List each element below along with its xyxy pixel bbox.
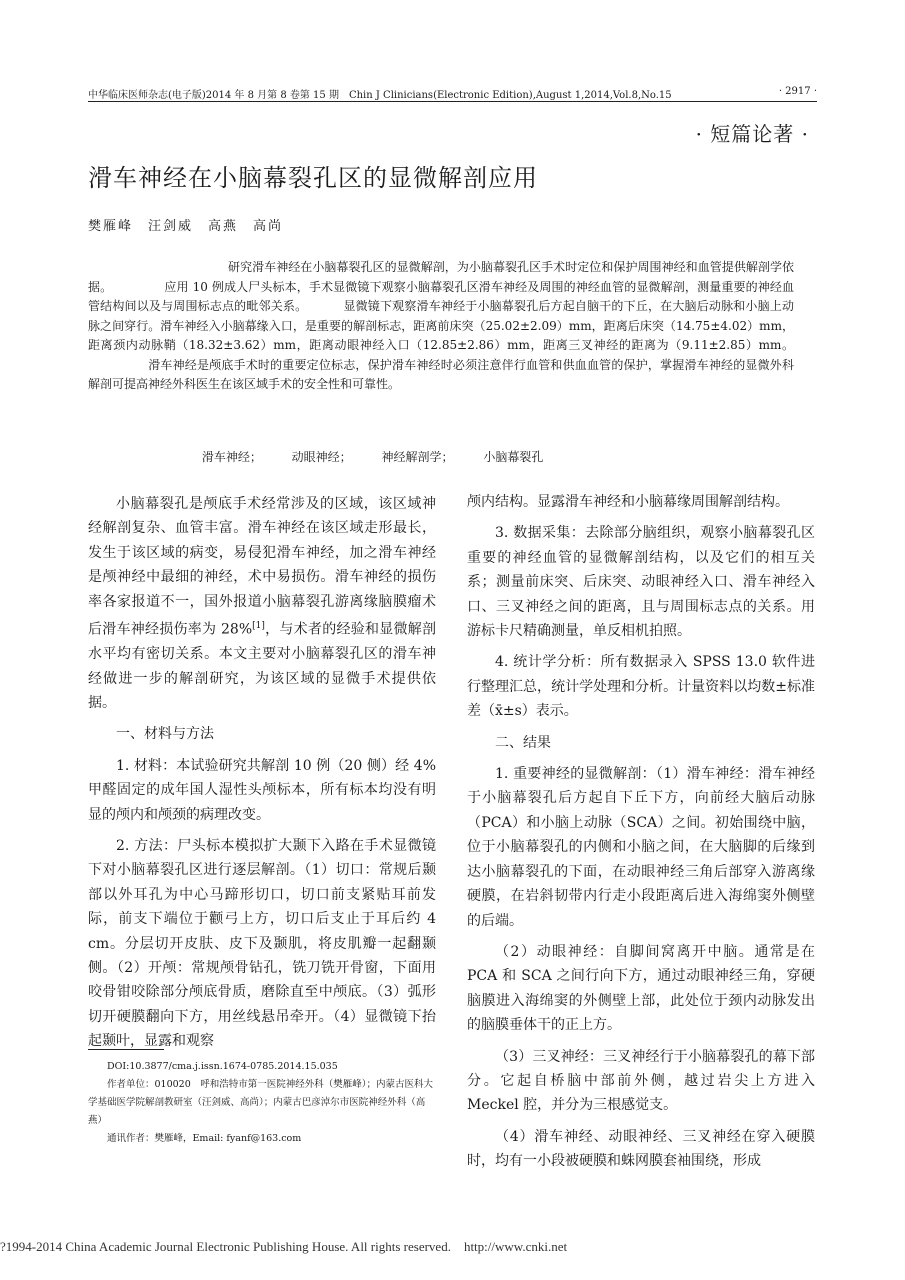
paragraph: 2. 方法：尸头标本模拟扩大颞下入路在手术显微镜下对小脑幕裂孔区进行逐层解剖。（1）切口：常规后颞部以外耳孔为中心马蹄形切口，切口前支紧贴耳前发际，前支下端位于颧弓上方，切口后支止于耳后约 4 cm。分层切开皮肤、皮下及颞肌，将皮肌瓣一起翻颞侧。（2）开颅：常规颅骨钻孔，铣刀铣开骨窗，下面用咬骨钳咬除部分颅底骨质，磨除直至中颅底。（3）弧形切开硬膜翻向下方，用丝线悬吊牵开。（4）显微镜下抬起颞叶，显露和观察 [88,837,436,1050]
abstract-methods: 应用 10 例成人尸头标本，手术显微镜下观察小脑幕裂孔区滑车神经及周围的神经血管的显微解剖，测量重要的神经血管结构间以及与周围标志点的毗邻关系。 [88,279,794,313]
keyword: 动眼神经； [291,450,352,464]
paragraph: 1. 材料：本试验研究共解剖 10 例（20 侧）经 4%甲醛固定的成年国人湿性头颅标本，所有标本均没有明显的颅内和颅颈的病理改变。 [88,757,436,823]
author-list: 樊雁峰 汪剑威 高燕 高尚 [88,219,284,234]
paragraph: 1. 重要神经的显微解剖：（1）滑车神经：滑车神经于小脑幕裂孔后方起自下丘下方，向前经大脑后动脉（PCA）和小脑上动脉（SCA）之间。初始围绕中脑，位于小脑幕裂孔的内侧和小脑之间，在大脑脚的后缘到达小脑幕裂孔的下面，在动眼神经三角后部穿入游离缘硬膜，在岩斜韧带内行走小段距离后进入海绵窦外侧壁的后端。 [467,766,815,929]
paragraph: （4）滑车神经、动眼神经、三叉神经在穿入硬膜时，均有一小段被硬膜和蛛网膜套袖围绕，形成 [467,1128,815,1170]
abstract [88,258,794,395]
doi[interactable]: DOI:10.3877/cma.j.issn.1674-0785.2014.15.035 [107,1061,338,1072]
paragraph: 4. 统计学分析：所有数据录入 SPSS 13.0 软件进行整理汇总，统计学处理和分析。计量资料以均数±标准差（x̄±s）表示。 [467,654,815,720]
article-title: 滑车神经在小脑幕裂孔区的显微解剖应用 [88,164,538,192]
header-rule [88,101,817,102]
abstract-results: 显微镜下观察滑车神经于小脑幕裂孔后方起自脑干的下丘，在大脑后动脉和小脑上动脉之间穿行。滑车神经入小脑幕缘入口，是重要的解剖标志，距离前床突（25.02±2.09）mm，距离后床突（14.75±4.02）mm，距离颈内动脉鞘（18.32±3.62）mm，距离动眼神经入口（12.85±2.86）mm，距离三叉神经的距离为（9.11±2.85）mm。 [88,299,794,352]
keyword: 神经解剖学； [381,450,454,464]
keyword: 滑车神经； [201,450,262,464]
abstract-conclusion: 滑车神经是颅底手术时的重要定位标志，保护滑车神经时必须注意伴行血管和供血血管的保护，掌握滑车神经的显微外科解剖可提高神经外科医生在该区域手术的安全性和可靠性。 [88,357,794,391]
footnote-rule [88,1049,164,1050]
footnotes [88,1058,438,1148]
keyword: 小脑幕裂孔 [483,450,544,464]
body-column-right [467,490,815,1174]
abstract-objective: 研究滑车神经在小脑幕裂孔区的显微解剖，为小脑幕裂孔区手术时定位和保护周围神经和血管提供解剖学依据。 [88,260,794,294]
keywords [88,448,569,465]
paragraph: 3. 数据采集：去除部分脑组织，观察小脑幕裂孔区重要的神经血管的显微解剖结构，以及它们的相互关系；测量前床突、后床突、动眼神经入口、滑车神经入口、三叉神经之间的距离，且与周围标志点的关系。用游标卡尺精确测量，单反相机拍照。 [467,525,815,640]
section-heading: 二、结果 [495,734,551,751]
body-column-left [88,492,436,1054]
section-label: · 短篇论著 · [695,122,809,146]
paragraph: （2）动眼神经：自脚间窝离开中脑。通常是在 PCA 和 SCA 之间行向下方，通过动眼神经三角，穿硬脑膜进入海绵窦的外侧壁上部，此处位于颈内动脉发出的脑膜垂体干的正上方。 [467,943,815,1034]
paragraph: （3）三叉神经：三叉神经行于小脑幕裂孔的幕下部分。它起自桥脑中部前外侧，越过岩尖上方进入 Meckel 腔，并分为三根感觉支。 [467,1048,815,1114]
affiliation-note: 作者单位：010020 呼和浩特市第一医院神经外科（樊雁峰）；内蒙古医科大学基础医学院解剖教研室（汪剑威、高尚）；内蒙古巴彦淖尔市医院神经外科（高燕） [88,1079,434,1126]
section-heading: 一、材料与方法 [116,726,214,743]
copyright-footer: ?1994-2014 China Academic Journal Electronic Publishing House. All rights reserved. http://www.cnki.net [0,1239,568,1254]
paragraph: 颅内结构。显露滑车神经和小脑幕缘周围解剖结构。 [467,494,789,510]
citation-ref[interactable]: [1] [252,621,265,632]
corresponding-author: 通讯作者：樊雁峰，Email: fyanf@163.com [107,1133,302,1144]
page-number: · 2917 · [778,86,817,97]
journal-citation: 中华临床医师杂志(电子版)2014 年 8 月第 8 卷第 15 期 Chin J Clinicians(Electronic Edition),August 1,2014,Vol.8,No.15 [88,90,672,101]
running-header [88,86,817,102]
paragraph: 小脑幕裂孔是颅底手术经常涉及的区域，该区域神经解剖复杂、血管丰富。滑车神经在该区域走形最长，发生于该区域的病变，易侵犯滑车神经，加之滑车神经是颅神经中最细的神经，术中易损伤。滑车神经的损伤率各家报道不一，国外报道小脑幕裂孔游离缘脑膜瘤术后滑车神经损伤率为 28%[1]，与术者的经验和显微解剖水平均有密切关系。本文主要对小脑幕裂孔区的滑车神经做进一步的解剖研究，为该区域的显微手术提供依据。 [88,496,436,711]
